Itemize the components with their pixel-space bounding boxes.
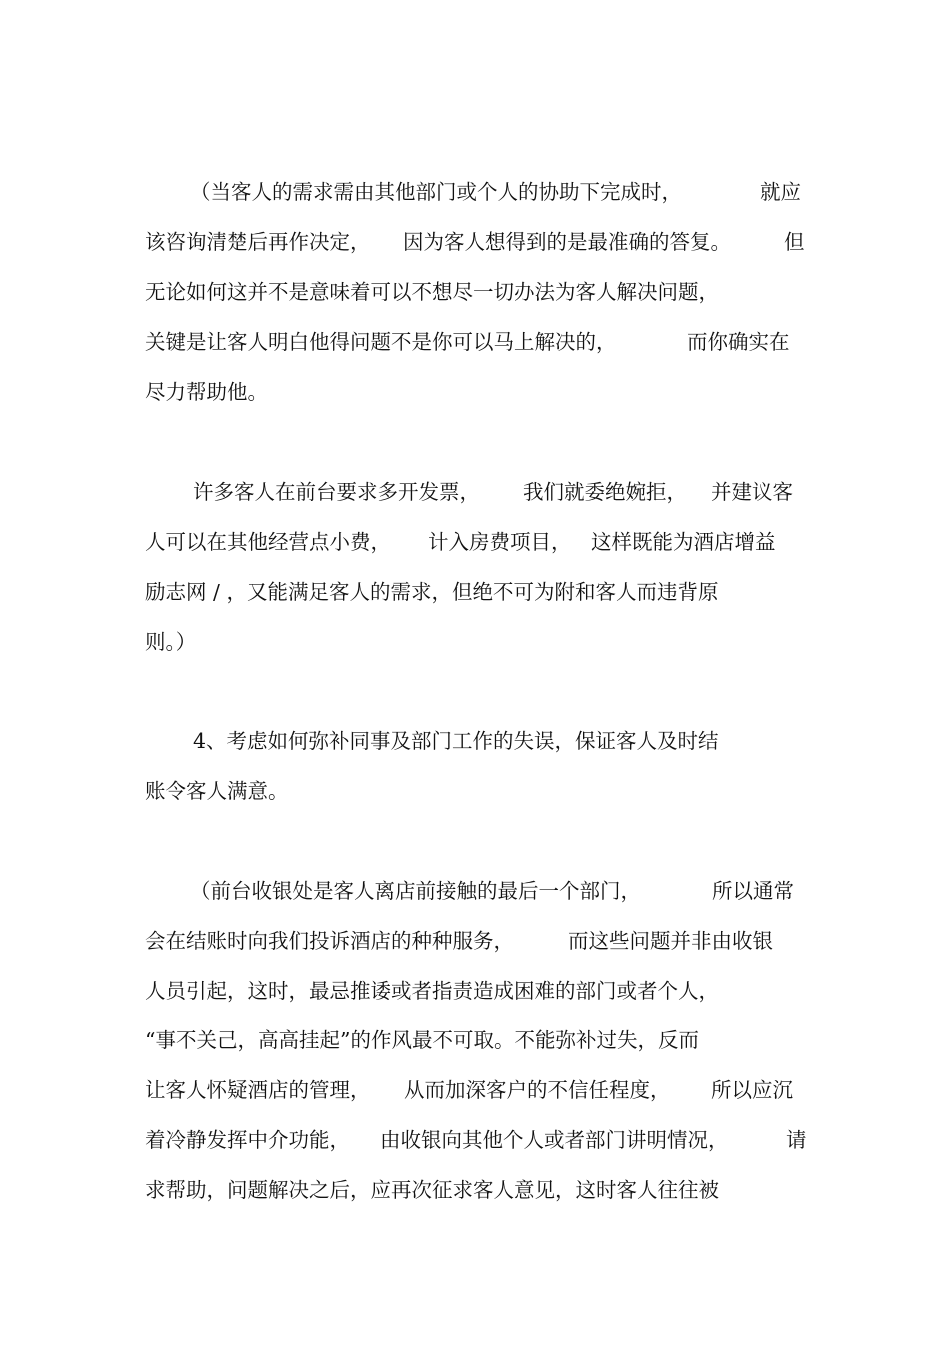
text-segment: 励志网 / ，又能满足客人的需求，但绝不可为附和客人而违背原 [145, 580, 719, 604]
text-segment: （当客人的需求需由其他部门或个人的协助下完成时， [190, 180, 682, 204]
text-segment: 账令客人满意。 [145, 779, 289, 803]
text-segment: 4、考虑如何弥补同事及部门工作的失误，保证客人及时结 [193, 729, 719, 753]
text-segment: 该咨询清楚后再作决定， [145, 230, 371, 254]
text-segment: 求帮助，问题解决之后，应再次征求客人意见，这时客人往往被 [145, 1178, 719, 1202]
text-segment: 就应 [760, 180, 801, 204]
text-segment: 从而加深客户的不信任程度， [404, 1078, 671, 1102]
text-segment: 着冷静发挥中介功能， [145, 1128, 350, 1152]
text-segment: 则。） [145, 630, 197, 654]
text-segment: 而这些问题并非由收银 [568, 929, 773, 953]
text-segment: 计入房费项目， [428, 530, 572, 554]
text-segment: 所以通常 [712, 879, 794, 903]
text-segment: 会在结账时向我们投诉酒店的种种服务， [145, 929, 514, 953]
text-segment: 关键是让客人明白他得问题不是你可以马上解决的， [145, 330, 617, 354]
text-segment: 人员引起，这时，最忌推诿或者指责造成困难的部门或者个人， [145, 979, 719, 1003]
text-segment: 让客人怀疑酒店的管理， [145, 1078, 371, 1102]
text-segment: 并建议客 [711, 480, 793, 504]
text-segment: 但 [784, 230, 805, 254]
text-segment: 许多客人在前台要求多开发票， [193, 480, 480, 504]
text-segment: 所以应沉 [711, 1078, 793, 1102]
text-segment: 我们就委绝婉拒， [523, 480, 687, 504]
text-segment: 人可以在其他经营点小费， [145, 530, 391, 554]
text-segment: 无论如何这并不是意味着可以不想尽一切办法为客人解决问题， [145, 280, 719, 304]
text-segment: “事不关己，高高挂起”的作风最不可取。不能弥补过失，反而 [145, 1028, 699, 1052]
text-segment: （前台收银处是客人离店前接触的最后一个部门， [190, 879, 641, 903]
text-segment: 由收银向其他个人或者部门讲明情况， [380, 1128, 729, 1152]
text-segment: 因为客人想得到的是最准确的答复。 [403, 230, 731, 254]
text-segment: 这样既能为酒店增益 [591, 530, 776, 554]
text-segment: 尽力帮助他。 [145, 380, 268, 404]
text-segment: 请 [786, 1128, 807, 1152]
text-segment: 而你确实在 [687, 330, 790, 354]
